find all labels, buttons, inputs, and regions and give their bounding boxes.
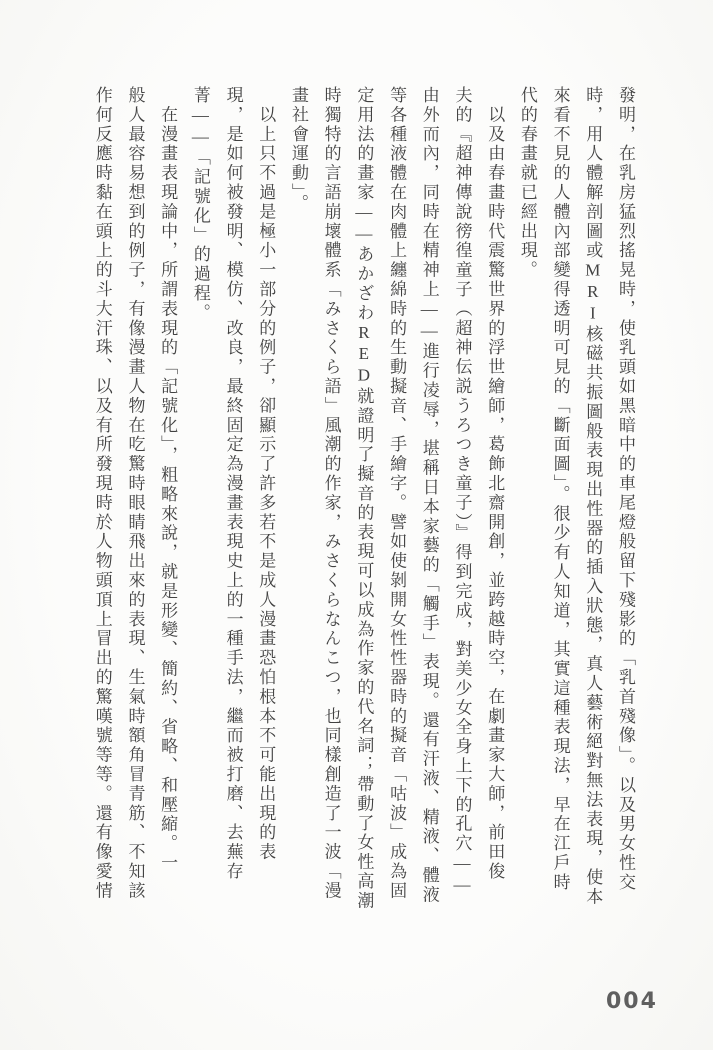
text-column: 以及由春畫時代震驚世界的浮世繪師，葛飾北齋開創，並跨越時空，在劇畫家大師，前田俊 <box>485 86 505 882</box>
text-column: 等各種液體在肉體上纏綿時的生動擬音、手繪字。譬如使剝開女性性器時的擬音「咕波」成為固 <box>387 86 407 901</box>
text-column: 發明，在乳房猛烈搖晃時，使乳頭如黑暗中的車尾燈般留下殘影的「乳首殘像」。以及男女性交 <box>616 86 635 893</box>
text-column: 時獨特的言語崩壞體系「みさくら語」風潮的作家，みさくらなんこつ，也同樣創造了一波「漫 <box>321 86 341 901</box>
text-column: 作何反應時黏在頭上的斗大汗珠、以及有所發現時於人物頭頂上冒出的驚嘆號等等。還有像愛情 <box>92 86 112 901</box>
text-column: 現，是如何被發明、模仿、改良，最終固定為漫畫表現史上的一種手法，繼而被打磨、去蕪存 <box>223 86 243 882</box>
text-column: 來看不見的人體內部變得透明可見的「斷面圖」。很少有人知道，其實這種表現法，早在江戶時 <box>550 86 570 893</box>
vertical-text-block <box>84 86 641 910</box>
text-column: 以上只不過是極小一部分的例子，卻顯示了許多若不是成人漫畫恐怕根本不可能出現的表 <box>256 86 276 862</box>
text-column: 菁——「記號化」的過程。 <box>190 86 210 323</box>
text-column: 般人最容易想到的例子，有像漫畫人物在吃驚時眼睛飛出來的表現、生氣時額角冒青筋、不知該 <box>125 86 145 901</box>
page-number: 004 <box>606 989 658 1014</box>
text-column: 在漫畫表現論中，所謂表現的「記號化」，粗略來說，就是形變、簡約、省略、和壓縮。一 <box>158 86 178 873</box>
text-column: 畫社會運動」。 <box>288 86 308 214</box>
text-column: 定用法的畫家——あかざわRED就證明了擬音的表現可以成為作家的代名詞；帶動了女性高潮 <box>354 86 374 911</box>
text-column: 代的春畫就已經出現。 <box>517 86 537 280</box>
text-column: 由外而內，同時在精神上——進行凌辱，堪稱日本家藝的「觸手」表現。還有汗液、精液、體液 <box>419 86 439 905</box>
text-column: 時，用人體解剖圖或MRI核磁共振圖般表現出性器的插入狀態，真人藝術絕對無法表現，使本 <box>583 86 603 907</box>
text-column: 夫的『超神傳說徬徨童子（超神伝説うろつき童子）』得到完成，對美少女全身上下的孔穴—— <box>452 86 472 897</box>
